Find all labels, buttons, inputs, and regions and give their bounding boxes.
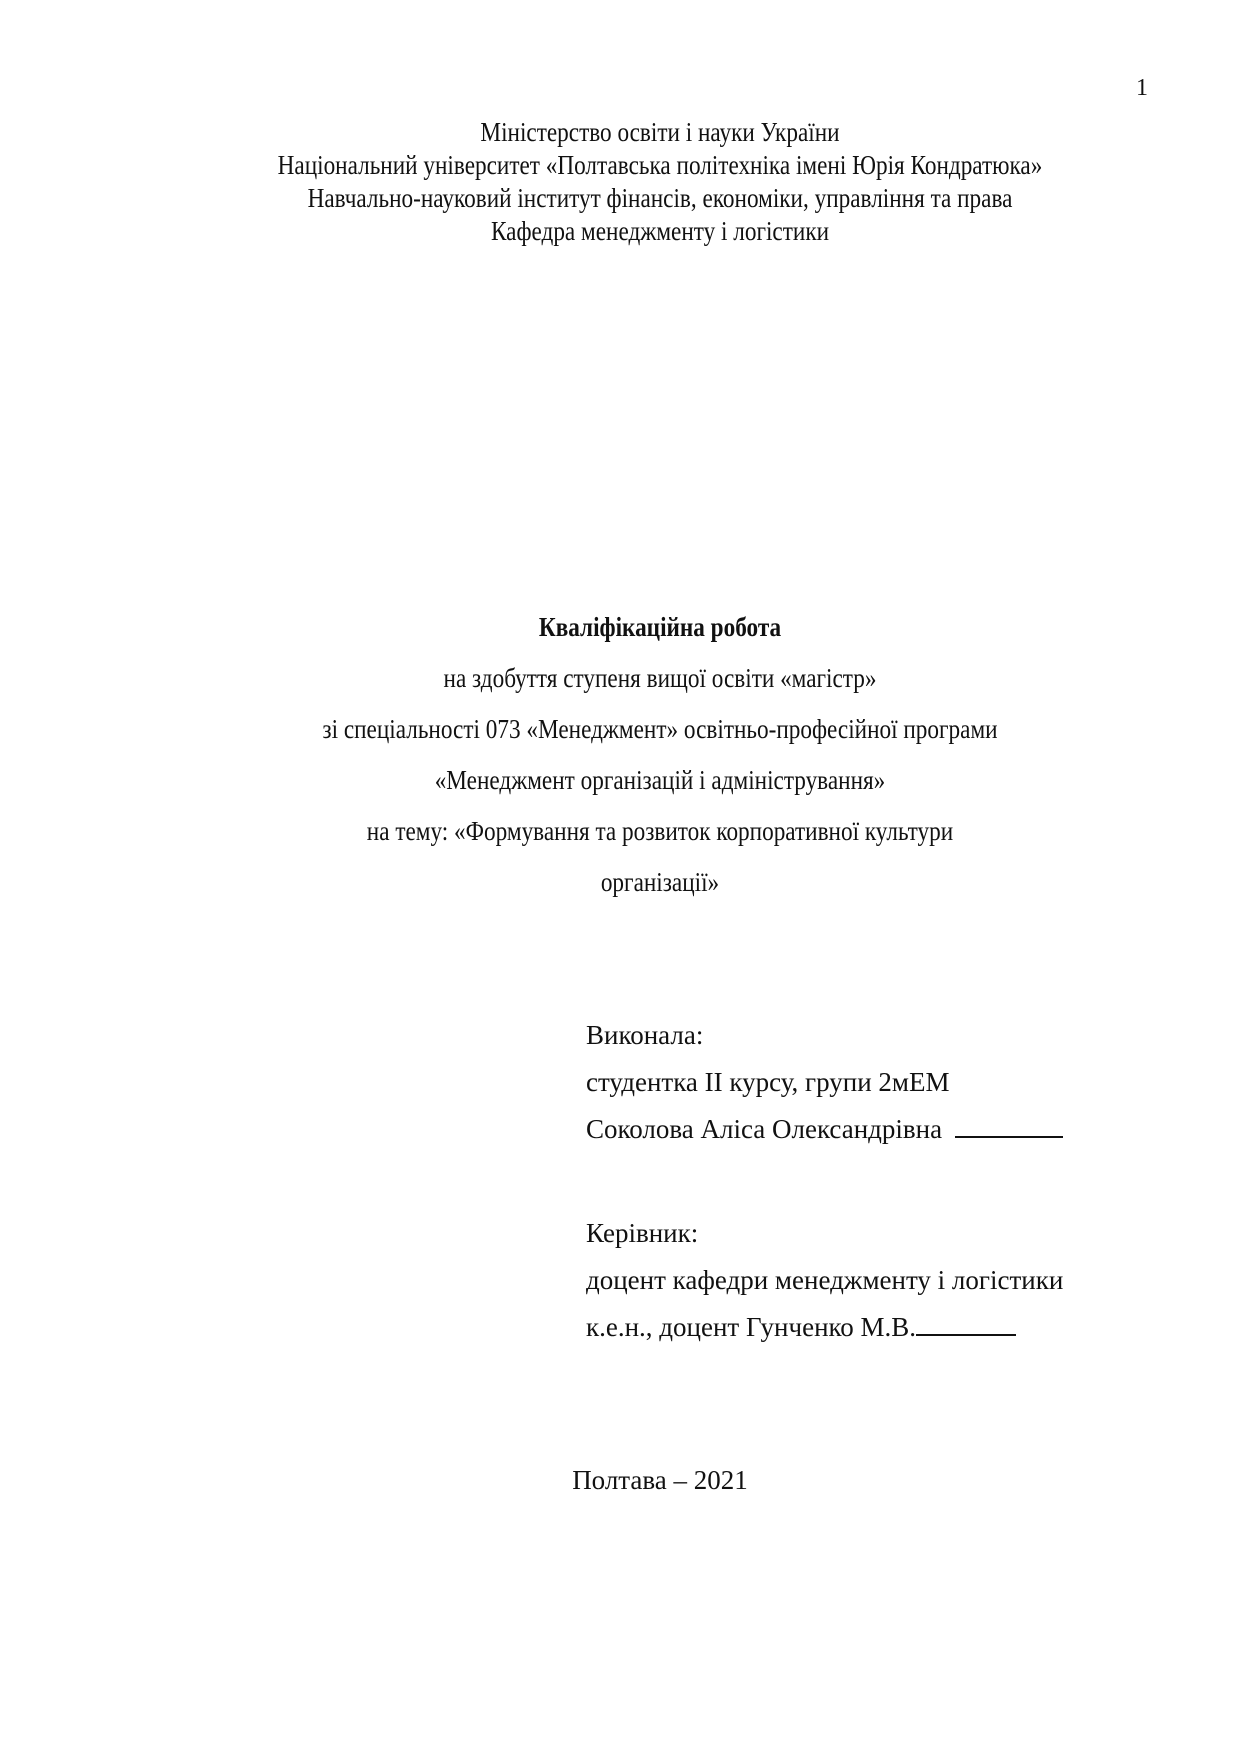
topic-line-2: організації» bbox=[600, 867, 720, 897]
program-line: «Менеджмент організацій і адміністрування» bbox=[434, 765, 886, 795]
performer-name: Соколова Аліса Олександрівна bbox=[586, 1114, 943, 1144]
supervisor-signature-line bbox=[586, 1304, 1206, 1351]
performer-signature-blank bbox=[955, 1114, 1063, 1138]
page-number: 1 bbox=[1136, 75, 1148, 101]
supervisor-label: Керівник: bbox=[586, 1218, 699, 1248]
performer-block bbox=[586, 1012, 1206, 1153]
performer-signature-line bbox=[586, 1106, 1206, 1153]
city-year: Полтава – 2021 bbox=[572, 1465, 748, 1495]
document-type-heading: Кваліфікаційна робота bbox=[538, 612, 782, 642]
university-name: Національний університет «Полтавська політехніка імені Юрія Кондратюка» bbox=[277, 150, 1043, 180]
performer-label: Виконала: bbox=[586, 1020, 704, 1050]
supervisor-name: к.е.н., доцент Гунченко М.В. bbox=[586, 1312, 917, 1342]
thesis-title-block bbox=[0, 602, 1241, 908]
supervisor-position: доцент кафедри менеджменту і логістики bbox=[586, 1265, 1064, 1295]
degree-line: на здобуття ступеня вищої освіти «магістр» bbox=[443, 663, 877, 693]
institution-header bbox=[0, 116, 1241, 248]
topic-line-1: на тему: «Формування та розвиток корпоративної культури bbox=[366, 816, 954, 846]
performer-position: студентка ІІ курсу, групи 2мЕМ bbox=[586, 1067, 950, 1097]
supervisor-signature-blank bbox=[916, 1312, 1016, 1336]
institute-name: Навчально-науковий інститут фінансів, економіки, управління та права bbox=[307, 183, 1013, 213]
specialty-line: зі спеціальності 073 «Менеджмент» освітньо-професійної програми bbox=[322, 714, 998, 744]
department-name: Кафедра менеджменту і логістики bbox=[490, 216, 830, 246]
supervisor-block bbox=[586, 1210, 1206, 1351]
ministry-name: Міністерство освіти і науки України bbox=[480, 117, 840, 147]
